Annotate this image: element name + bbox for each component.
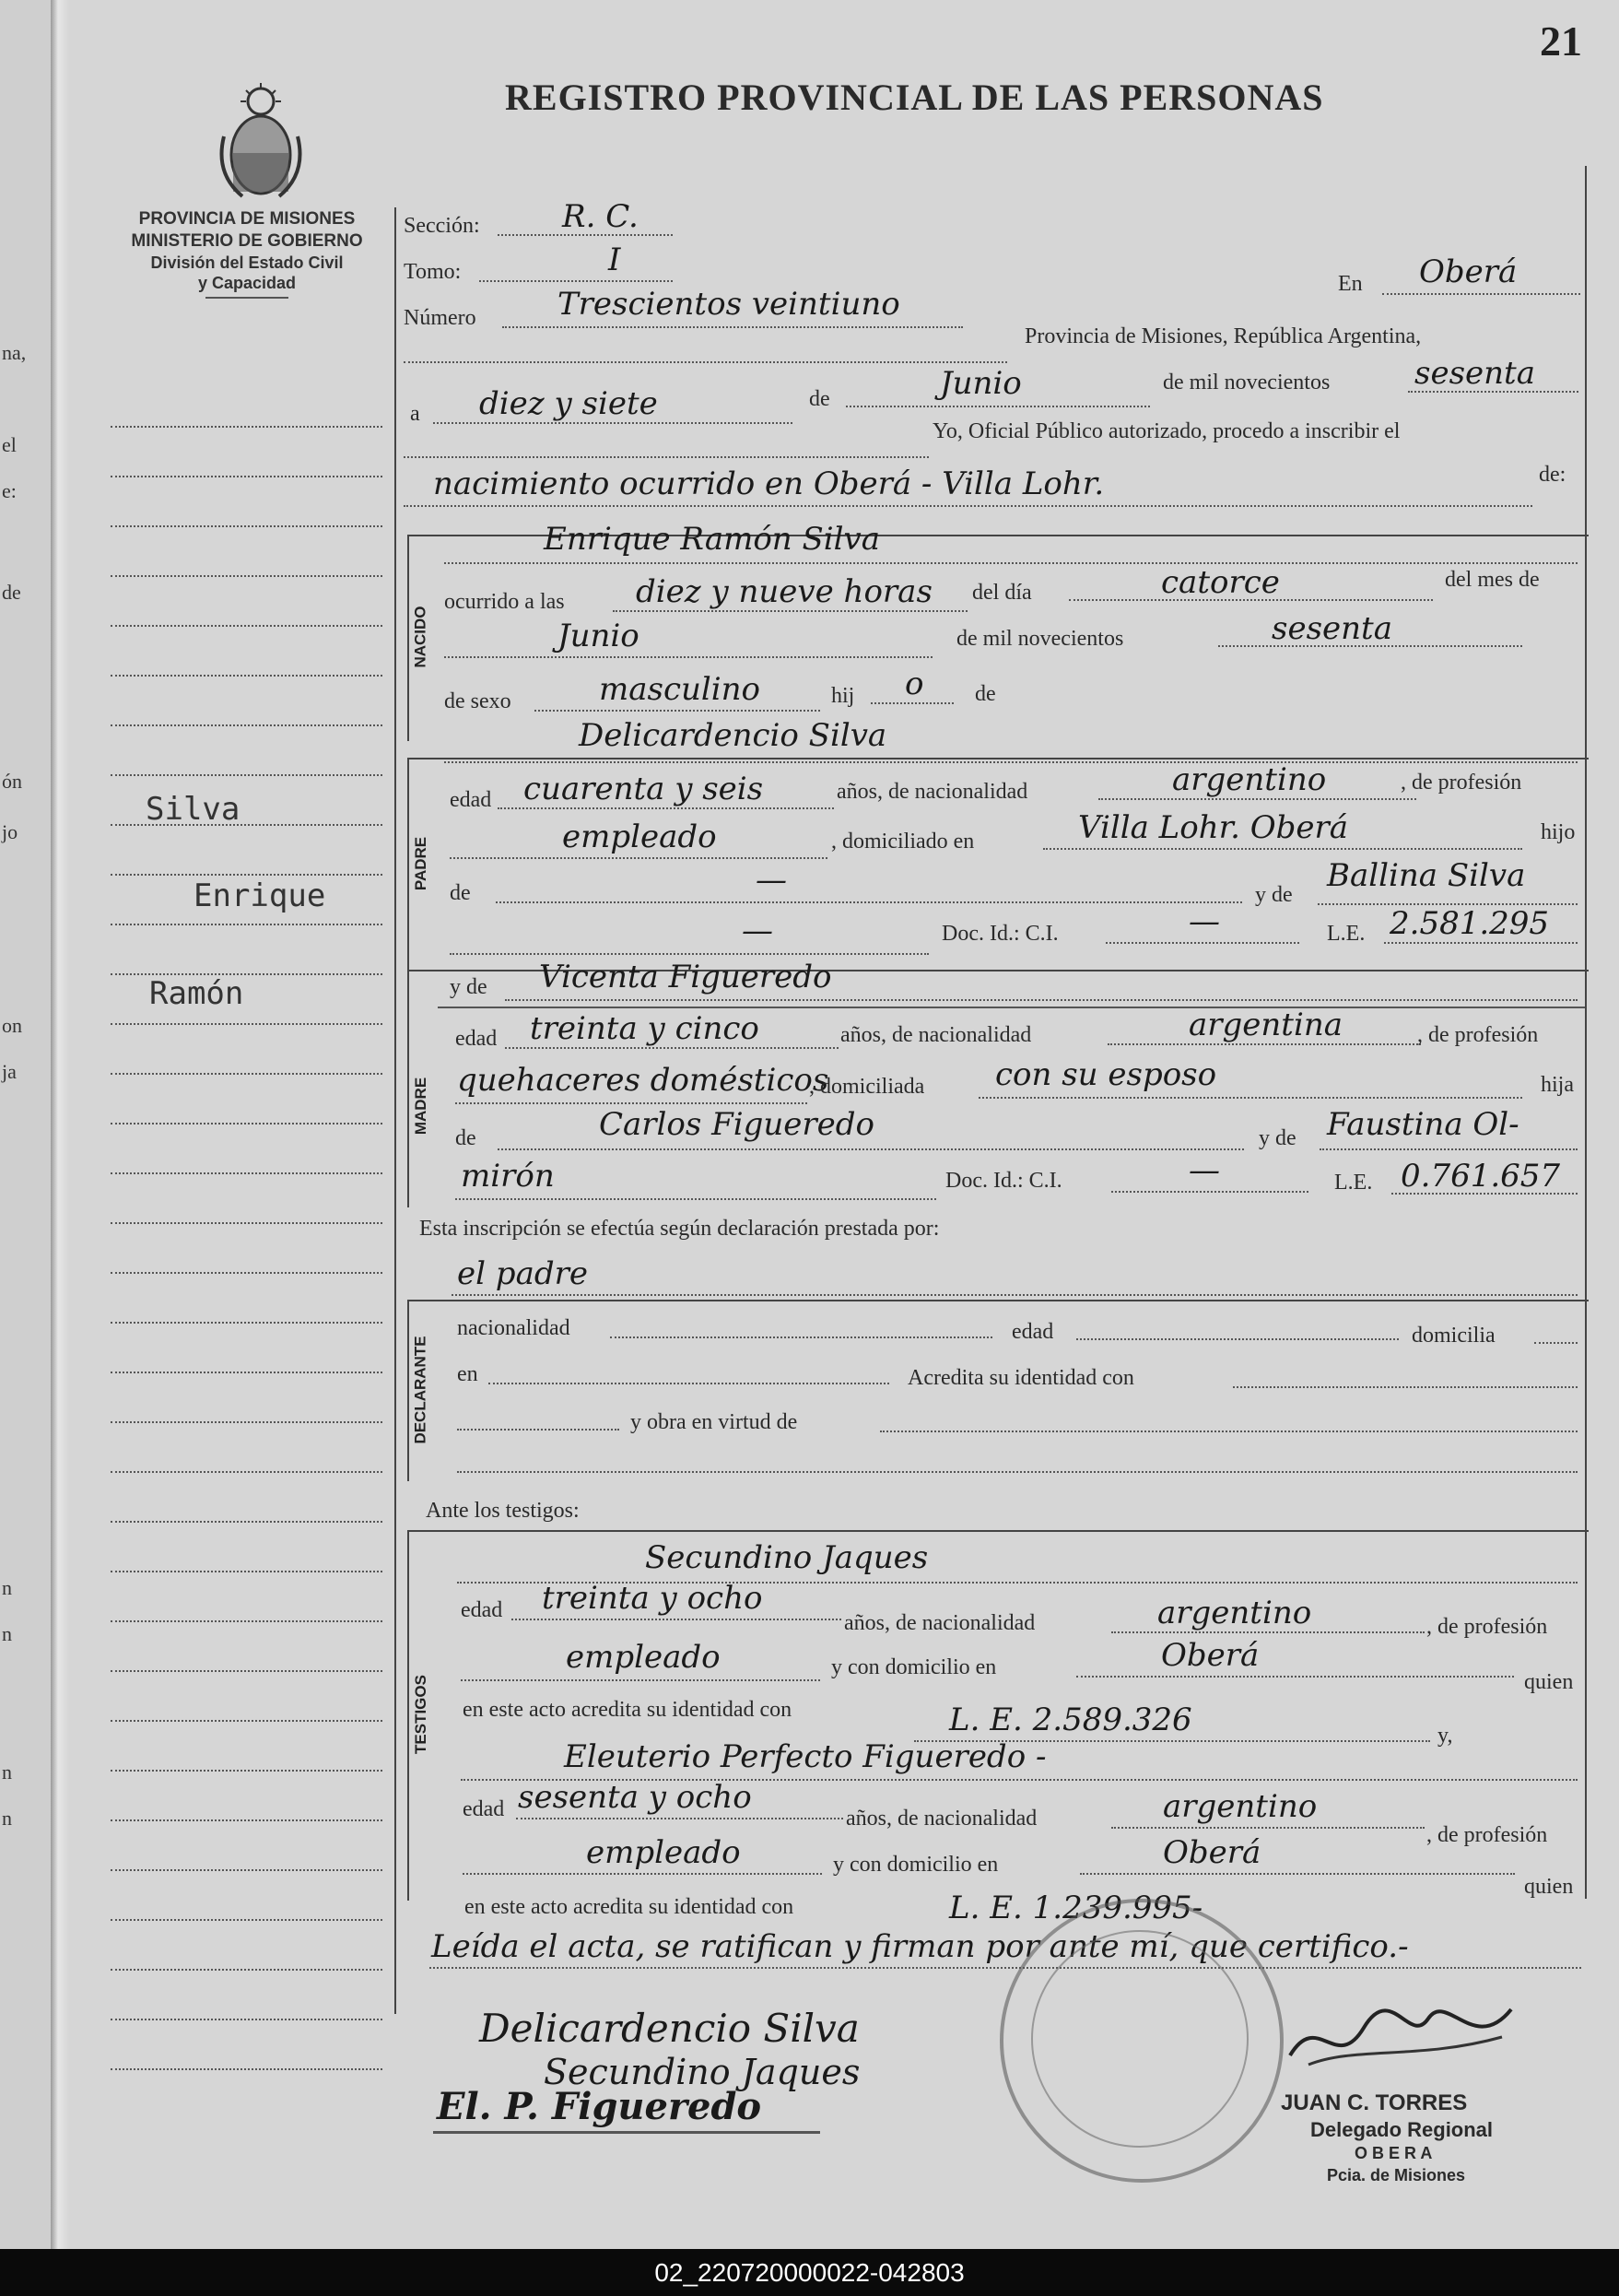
coat-of-arms-icon xyxy=(215,81,307,201)
provincia-text: Provincia de Misiones, República Argentina, xyxy=(1025,324,1422,348)
padre-hijo-label: hijo xyxy=(1541,820,1576,844)
padre-edad-label: edad xyxy=(450,788,492,812)
margin-second-name: Ramón xyxy=(149,975,244,1012)
nacido-label: NACIDO xyxy=(412,606,429,668)
previous-page-strip xyxy=(0,0,53,2249)
testigo1-nac-value: argentino xyxy=(1157,1595,1312,1631)
column-divider xyxy=(394,207,396,2014)
padre-prof-label: , de profesión xyxy=(1401,771,1522,795)
padre-dom-value: Villa Lohr. Oberá xyxy=(1078,809,1349,846)
de-label: de xyxy=(809,387,830,411)
margin-note-lines xyxy=(111,378,382,2070)
madre-padre-value: Carlos Figueredo xyxy=(599,1106,874,1143)
padre-edad-value: cuarenta y seis xyxy=(523,771,764,807)
declarante-en-label: en xyxy=(457,1362,478,1386)
testigo1-anios-label: años, de nacionalidad xyxy=(844,1611,1036,1635)
madre-le-label: L.E. xyxy=(1334,1171,1373,1195)
numero-label: Número xyxy=(404,306,476,330)
madre-dom-value: con su esposo xyxy=(995,1056,1217,1093)
del-mes-label: del mes de xyxy=(1445,568,1540,592)
seccion-value: R. C. xyxy=(562,198,639,235)
madre-dom-label: , domiciliada xyxy=(809,1075,925,1099)
madre-edad-value: treinta y cinco xyxy=(530,1010,759,1047)
padre-doc-label: Doc. Id.: C.I. xyxy=(942,922,1059,946)
anio-value: sesenta xyxy=(1272,610,1392,647)
madre-name: Vicenta Figueredo xyxy=(539,959,832,995)
madre-doc-value: — xyxy=(1189,1152,1220,1189)
strip-fragment: n xyxy=(2,1760,12,1784)
testigo2-prof-label: , de profesión xyxy=(1426,1823,1548,1847)
padre-y-de-label: y de xyxy=(1255,883,1293,907)
madre-de-label: de xyxy=(455,1126,476,1150)
signature-testigo2: El. P. Figueredo xyxy=(437,2085,762,2128)
strip-fragment: n xyxy=(2,1807,12,1830)
declarante-edad-label: edad xyxy=(1012,1320,1054,1344)
inscribe-value: nacimiento ocurrido en Oberá - Villa Lohr. xyxy=(433,465,1105,502)
hijo-value: o xyxy=(905,665,924,702)
official-name: JUAN C. TORRES xyxy=(1281,2090,1468,2115)
tomo-label: Tomo: xyxy=(404,260,462,284)
testigo1-prof-label: , de profesión xyxy=(1426,1615,1548,1639)
madre-edad-label: edad xyxy=(455,1027,498,1051)
declaracion-text: Esta inscripción se efectúa según declaración prestada por: xyxy=(419,1217,940,1241)
mes-value: Junio xyxy=(557,618,639,654)
testigo2-name: Eleuterio Perfecto Figueredo - xyxy=(564,1738,1047,1775)
padre-de-label: de xyxy=(450,881,471,905)
testigo1-edad-label: edad xyxy=(461,1598,503,1622)
testigos-label: TESTIGOS xyxy=(412,1675,429,1754)
padre-doc-value: — xyxy=(1189,903,1220,940)
padre-madre-value: Ballina Silva xyxy=(1327,857,1526,894)
numero-value: Trescientos veintiuno xyxy=(557,286,900,323)
signature-testigo1: Secundino Jaques xyxy=(544,2052,861,2092)
division-name-2: y Capacidad xyxy=(197,274,297,292)
strip-fragment: n xyxy=(2,1576,12,1599)
testigo1-acredita-label: en este acto acredita su identidad con xyxy=(463,1698,792,1722)
testigo2-edad-label: edad xyxy=(463,1797,505,1821)
madre-anios-label: años, de nacionalidad xyxy=(840,1023,1032,1047)
testigo1-edad-value: treinta y ocho xyxy=(542,1580,763,1617)
official-province: Pcia. de Misiones xyxy=(1327,2166,1466,2184)
anio-value: sesenta xyxy=(1414,355,1535,392)
en-label: En xyxy=(1338,272,1363,296)
division-name: División del Estado Civil xyxy=(150,253,344,272)
strip-fragment: e: xyxy=(2,479,17,502)
dia-value: diez y siete xyxy=(479,385,658,422)
madre-hija-label: hija xyxy=(1541,1073,1574,1097)
padre-padre-value: — xyxy=(756,862,787,899)
divider xyxy=(205,297,288,299)
official-signature-icon xyxy=(1281,1991,1520,2083)
madre-madre-value-2: mirón xyxy=(461,1158,555,1195)
province-name: PROVINCIA DE MISIONES xyxy=(138,209,356,229)
padre-dash: — xyxy=(742,913,773,949)
strip-fragment: na, xyxy=(2,341,27,364)
declarante-label: DECLARANTE xyxy=(412,1335,430,1444)
official-place: O B E R A xyxy=(1355,2144,1433,2162)
madre-prof-label: , de profesión xyxy=(1417,1023,1539,1047)
en-value: Oberá xyxy=(1419,253,1518,290)
mil-label: de mil novecientos xyxy=(956,627,1124,651)
testigo2-prof-value: empleado xyxy=(586,1834,741,1871)
madre-le-value: 0.761.657 xyxy=(1401,1158,1561,1195)
strip-fragment: jo xyxy=(2,820,18,843)
signature-padre: Delicardencio Silva xyxy=(479,2006,860,2051)
padre-le-label: L.E. xyxy=(1327,922,1366,946)
padre-le-value: 2.581.295 xyxy=(1390,905,1550,942)
madre-nac-value: argentina xyxy=(1189,1007,1343,1043)
strip-fragment: ja xyxy=(2,1060,17,1083)
seccion-label: Sección: xyxy=(404,214,480,238)
testigo2-id-value: L. E. 1.239.995- xyxy=(949,1890,1203,1926)
strip-fragment: de xyxy=(2,581,21,604)
strip-fragment: ón xyxy=(2,770,22,793)
padre-prof-value: empleado xyxy=(562,818,717,855)
testigo1-prof-value: empleado xyxy=(566,1639,721,1676)
del-dia-label: del día xyxy=(972,581,1032,605)
testigo2-anios-label: años, de nacionalidad xyxy=(846,1807,1038,1831)
a-label: a xyxy=(410,402,420,426)
official-title: Delegado Regional xyxy=(1310,2118,1494,2141)
nacido-de-label: de xyxy=(975,682,996,706)
padre-nac-value: argentino xyxy=(1172,761,1327,798)
padre-dom-label: , domiciliado en xyxy=(831,830,975,854)
strip-fragment: n xyxy=(2,1622,12,1645)
nacido-name: Enrique Ramón Silva xyxy=(544,521,881,558)
ocurrido-label: ocurrido a las xyxy=(444,590,565,614)
sexo-label: de sexo xyxy=(444,689,511,713)
testigo1-dom-label: y con domicilio en xyxy=(831,1655,997,1679)
page-binding xyxy=(51,0,69,2249)
testigo1-y-label: y, xyxy=(1437,1724,1453,1748)
testigo2-dom-value: Oberá xyxy=(1163,1834,1261,1871)
official-statement: Yo, Oficial Público autorizado, procedo a inscribir el xyxy=(933,419,1401,443)
declarante-nac-label: nacionalidad xyxy=(457,1316,570,1340)
testigo1-id-value: L. E. 2.589.326 xyxy=(949,1701,1192,1738)
margin-surname: Silva xyxy=(146,791,241,828)
hijo-label: hij xyxy=(831,684,855,708)
testigo1-name: Secundino Jaques xyxy=(645,1539,929,1576)
testigo1-dom-value: Oberá xyxy=(1161,1637,1260,1674)
testigo2-acredita-label: en este acto acredita su identidad con xyxy=(464,1895,794,1919)
madre-label: MADRE xyxy=(412,1077,429,1136)
document-title: REGISTRO PROVINCIAL DE LAS PERSONAS xyxy=(505,77,1324,118)
closing-statement: Leída el acta, se ratifican y firman por ante mí, que certifico.- xyxy=(431,1928,1409,1965)
madre-y-de-label: y de xyxy=(450,975,487,999)
dia-value: catorce xyxy=(1161,564,1280,601)
hora-value: diez y nueve horas xyxy=(636,573,933,610)
mes-value: Junio xyxy=(940,365,1022,402)
madre-doc-label: Doc. Id.: C.I. xyxy=(945,1169,1062,1193)
page-number: 21 xyxy=(1540,18,1582,65)
ministry-name: MINISTERIO DE GOBIERNO xyxy=(131,231,363,251)
strip-fragment: on xyxy=(2,1014,22,1037)
declarante-value: el padre xyxy=(457,1255,588,1292)
padre-name: Delicardencio Silva xyxy=(579,717,887,754)
padre-label: PADRE xyxy=(412,836,429,891)
margin-first-name: Enrique xyxy=(194,877,326,914)
scan-identifier: 02_220720000022-042803 xyxy=(0,2249,1619,2296)
padre-anios-label: años, de nacionalidad xyxy=(837,780,1028,804)
testigo2-dom-label: y con domicilio en xyxy=(833,1853,999,1877)
testigos-intro: Ante los testigos: xyxy=(426,1499,580,1523)
declarante-domicilia-label: domicilia xyxy=(1412,1324,1496,1348)
declarante-obra-label: y obra en virtud de xyxy=(630,1410,798,1434)
testigo2-nac-value: argentino xyxy=(1163,1788,1318,1825)
official-seal-stamp xyxy=(1000,1899,1284,2183)
testigo2-edad-value: sesenta y ocho xyxy=(518,1779,752,1816)
madre-madre-value: Faustina Ol- xyxy=(1327,1106,1519,1143)
mil-label: de mil novecientos xyxy=(1163,371,1331,394)
institution-block xyxy=(109,208,385,299)
tomo-value: I xyxy=(608,241,621,278)
testigo2-quien-label: quien xyxy=(1524,1875,1574,1899)
de-colon-label: de: xyxy=(1539,463,1566,487)
testigo1-quien-label: quien xyxy=(1524,1670,1574,1694)
declarante-acredita-label: Acredita su identidad con xyxy=(908,1366,1134,1390)
madre-y-de2-label: y de xyxy=(1259,1126,1296,1150)
strip-fragment: el xyxy=(2,433,17,456)
madre-prof-value: quehaceres domésticos xyxy=(457,1062,829,1099)
sexo-value: masculino xyxy=(599,671,761,708)
